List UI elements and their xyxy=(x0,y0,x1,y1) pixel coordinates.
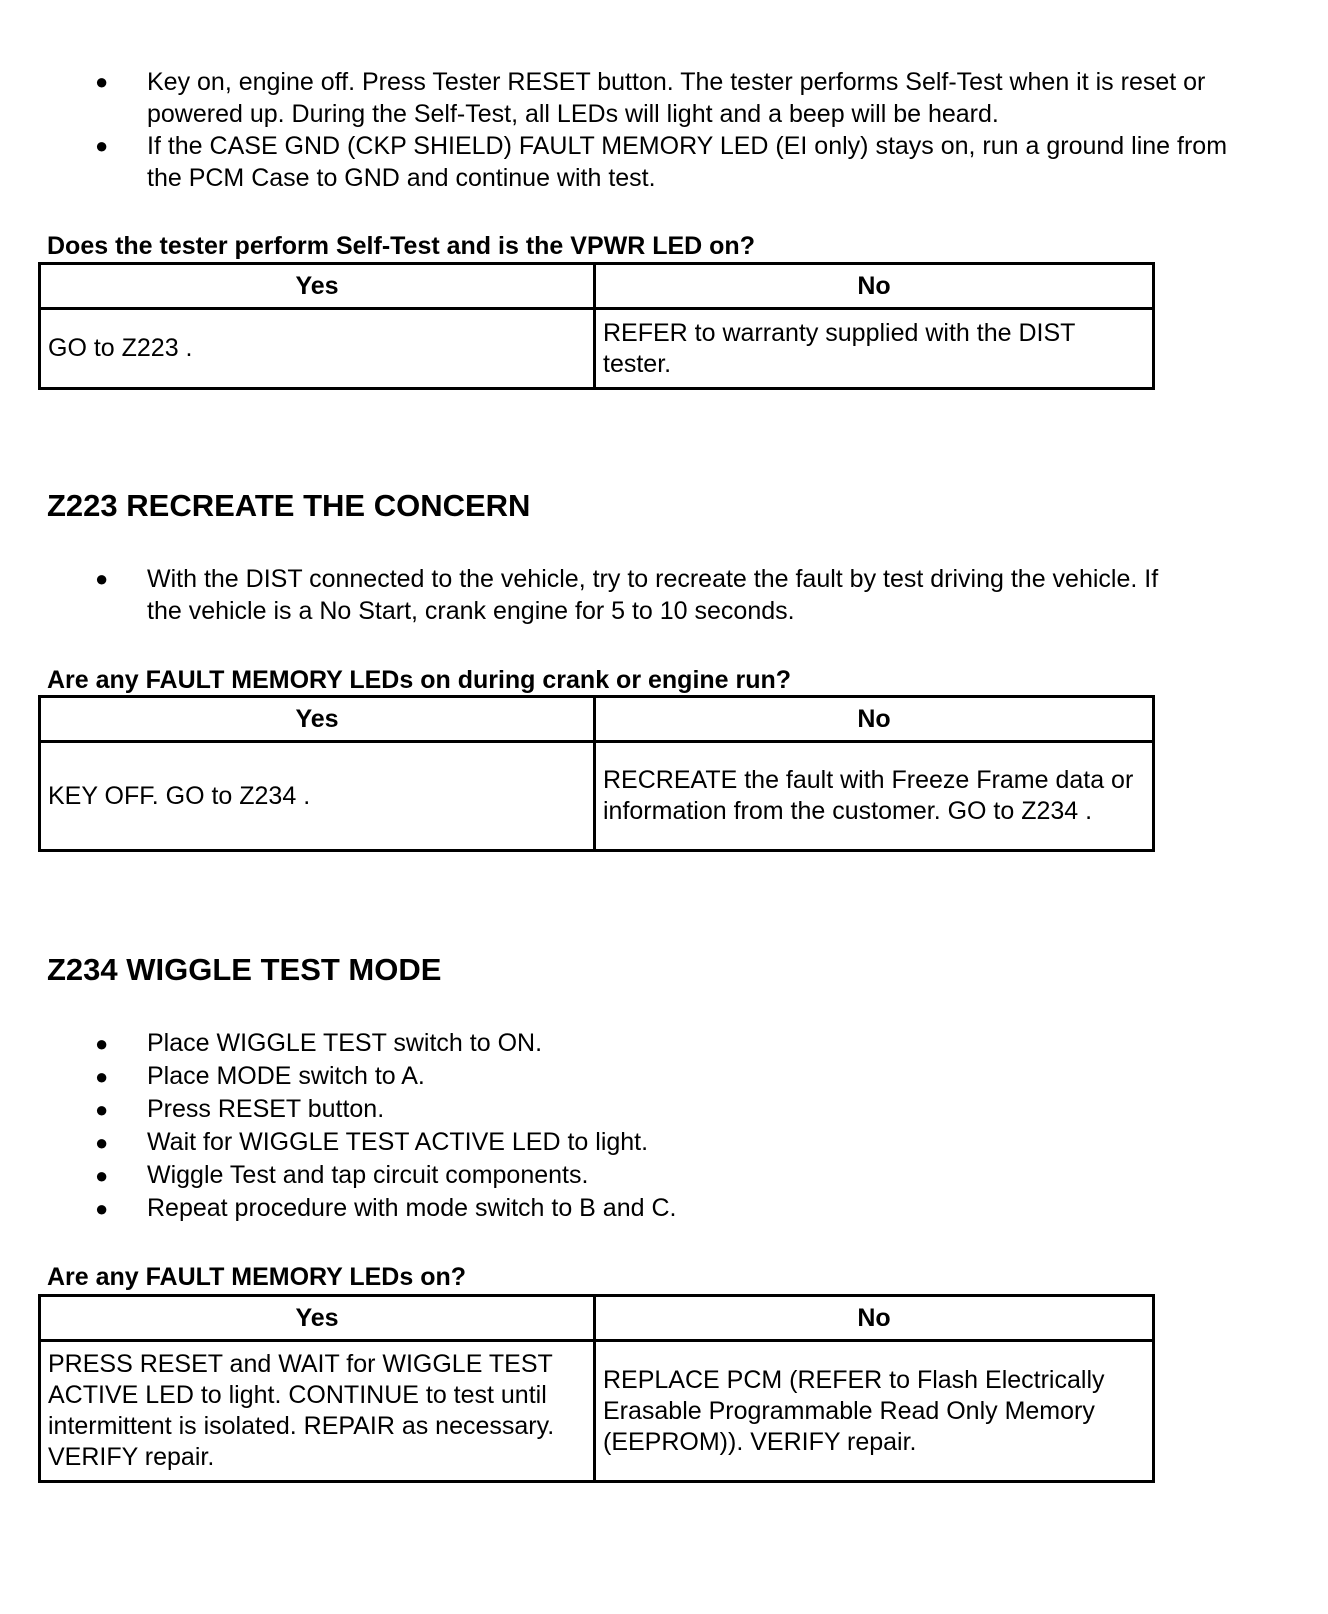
yes-cell: PRESS RESET and WAIT for WIGGLE TEST ACTIVE LED to light. CONTINUE to test until intermittent is isolated. REPAIR as necessary. VERIFY repair. xyxy=(40,1341,595,1482)
no-cell: RECREATE the fault with Freeze Frame data or information from the customer. GO to Z234 . xyxy=(595,742,1154,851)
no-header: No xyxy=(595,697,1154,742)
bullet-text: Wiggle Test and tap circuit components. xyxy=(147,1161,589,1189)
table-row xyxy=(40,1341,1154,1482)
bullet-text: Wait for WIGGLE TEST ACTIVE LED to light. xyxy=(147,1128,649,1156)
z223-heading: Z223 RECREATE THE CONCERN xyxy=(47,488,531,523)
bullet-text: Key on, engine off. Press Tester RESET button. The tester performs Self-Test when it is reset or powered up. During the Self-Test, all LEDs will light and a beep will be heard. xyxy=(147,68,1206,128)
bullet-text: Place WIGGLE TEST switch to ON. xyxy=(147,1029,543,1057)
list-item xyxy=(0,1126,1170,1159)
bullet-icon: ● xyxy=(95,1163,109,1188)
bullet-text: Place MODE switch to A. xyxy=(147,1062,425,1090)
yes-cell: KEY OFF. GO to Z234 . xyxy=(40,742,595,851)
table-row xyxy=(40,742,1154,851)
z223-question: Are any FAULT MEMORY LEDs on during crank or engine run? xyxy=(47,666,792,694)
no-cell: REPLACE PCM (REFER to Flash Electrically Erasable Programmable Read Only Memory (EEPROM)). VERIFY repair. xyxy=(595,1341,1154,1482)
bullet-icon: ● xyxy=(95,1130,109,1155)
bullet-text: If the CASE GND (CKP SHIELD) FAULT MEMORY LED (EI only) stays on, run a ground line from the PCM Case to GND and continue with test. xyxy=(147,132,1228,192)
bullet-text: Press RESET button. xyxy=(147,1095,385,1123)
yes-cell: GO to Z223 . xyxy=(40,309,595,389)
no-header: No xyxy=(595,264,1154,309)
intro-decision-table xyxy=(38,262,1155,390)
bullet-text: Repeat procedure with mode switch to B and C. xyxy=(147,1194,677,1222)
z223-decision-table xyxy=(38,695,1155,852)
table-header-row xyxy=(40,697,1154,742)
no-header: No xyxy=(595,1296,1154,1341)
list-item xyxy=(0,1060,1170,1093)
z223-bullet-list xyxy=(0,563,1170,627)
table-header-row xyxy=(40,264,1154,309)
no-cell: REFER to warranty supplied with the DIST tester. xyxy=(595,309,1154,389)
z234-question: Are any FAULT MEMORY LEDs on? xyxy=(47,1263,467,1291)
z234-bullet-list xyxy=(0,1027,1170,1225)
bullet-icon: ● xyxy=(95,1196,109,1221)
bullet-icon: ● xyxy=(95,1097,109,1122)
intro-bullet-list xyxy=(0,66,1250,194)
list-item xyxy=(0,1027,1170,1060)
bullet-icon: ● xyxy=(95,1031,109,1056)
z234-heading: Z234 WIGGLE TEST MODE xyxy=(47,952,442,987)
intro-question: Does the tester perform Self-Test and is the VPWR LED on? xyxy=(47,232,755,260)
table-header-row xyxy=(40,1296,1154,1341)
list-item xyxy=(0,563,1170,627)
bullet-icon: ● xyxy=(95,133,109,158)
list-item xyxy=(0,1192,1170,1225)
yes-header: Yes xyxy=(40,264,595,309)
z234-decision-table xyxy=(38,1294,1155,1483)
bullet-icon: ● xyxy=(95,1064,109,1089)
list-item xyxy=(0,66,1250,130)
list-item xyxy=(0,1159,1170,1192)
list-item xyxy=(0,130,1250,194)
yes-header: Yes xyxy=(40,1296,595,1341)
bullet-icon: ● xyxy=(95,69,109,94)
list-item xyxy=(0,1093,1170,1126)
yes-header: Yes xyxy=(40,697,595,742)
bullet-icon: ● xyxy=(95,566,109,591)
table-row xyxy=(40,309,1154,389)
bullet-text: With the DIST connected to the vehicle, try to recreate the fault by test driving the vehicle. If the vehicle is a No Start, crank engine for 5 to 10 seconds. xyxy=(147,565,1159,625)
